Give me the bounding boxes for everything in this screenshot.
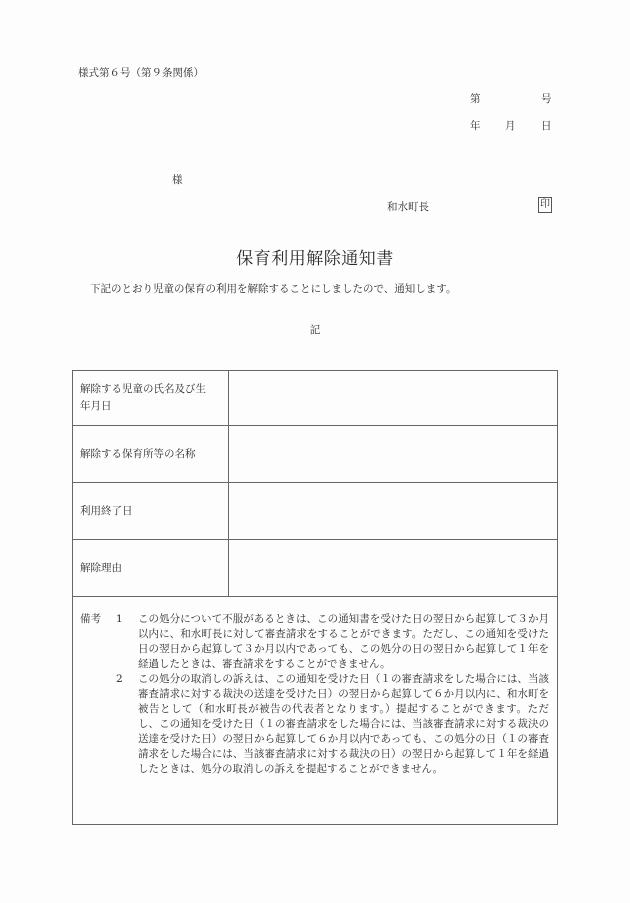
remark-number: 1	[116, 613, 123, 625]
row-value-facility-name[interactable]	[229, 426, 558, 483]
row-value-reason[interactable]	[229, 540, 558, 597]
document-title: 保育利用解除通知書	[236, 249, 394, 269]
row-label-child-name-birthdate	[73, 371, 229, 426]
table-row	[73, 426, 558, 483]
remark-text: この処分の取消しの訴えは、この通知を受けた日（１の審査請求をした場合には、当該審査請求に対する裁決の送達を受けた日）の翌日から起算して６か月以内に、和水町を被告として（和水町長が被告の代表者となります。）提起することができます。ただし、この通知を受けた日（１の審査請求をした場合には、当該審査請求に対する裁決の送達を受けた日）の翌日から起算して６か月以内であっても、この処分の日（１の審査請求をした場合には、当該審査請求に対する裁決の日）の翌日から起算して１年を経過したときは、処分の取消しの訴えを提起することができません。	[138, 673, 549, 775]
row-label-end-date: 利用終了日	[73, 483, 229, 540]
label-text: 解除する児童の氏名及び生年月日	[80, 383, 206, 412]
remarks-heading: 備考	[80, 613, 101, 625]
intro-text: 下記のとおり児童の保育の利用を解除することにしましたので、通知します。	[90, 283, 457, 295]
issuer-name: 和水町長	[387, 201, 429, 213]
row-value-child-name-birthdate[interactable]	[229, 371, 558, 426]
row-value-end-date[interactable]	[229, 483, 558, 540]
row-label-reason: 解除理由	[73, 540, 229, 597]
ki-heading: 記	[309, 324, 321, 336]
addressee-honorific: 様	[172, 174, 183, 186]
remarks	[80, 612, 549, 777]
document-number-suffix: 号	[541, 93, 552, 105]
remarks-row	[73, 597, 558, 825]
remark-item	[110, 612, 549, 672]
table-row	[73, 371, 558, 426]
row-label-facility-name: 解除する保育所等の名称	[73, 426, 229, 483]
date-day-label: 日	[541, 120, 552, 132]
date-year-label: 年	[470, 120, 481, 132]
remark-text: この処分について不服があるときは、この通知書を受けた日の翌日から起算して３か月以内に、和水町長に対して審査請求をすることができます。ただし、この通知を受けた日の翌日から起算して３か月以内であっても、この処分の日の翌日から起算して１年を経過したときは、審査請求をすることができません。	[138, 613, 549, 670]
remark-number: 2	[116, 673, 123, 685]
document-number-prefix: 第	[470, 93, 481, 105]
remarks-cell	[73, 597, 558, 825]
seal-icon: 印	[538, 197, 552, 213]
table-row	[73, 483, 558, 540]
remark-item	[110, 672, 549, 777]
table-row	[73, 540, 558, 597]
info-table	[72, 370, 558, 825]
date-month-label: 月	[505, 120, 516, 132]
form-number: 様式第６号（第９条関係）	[78, 67, 204, 79]
